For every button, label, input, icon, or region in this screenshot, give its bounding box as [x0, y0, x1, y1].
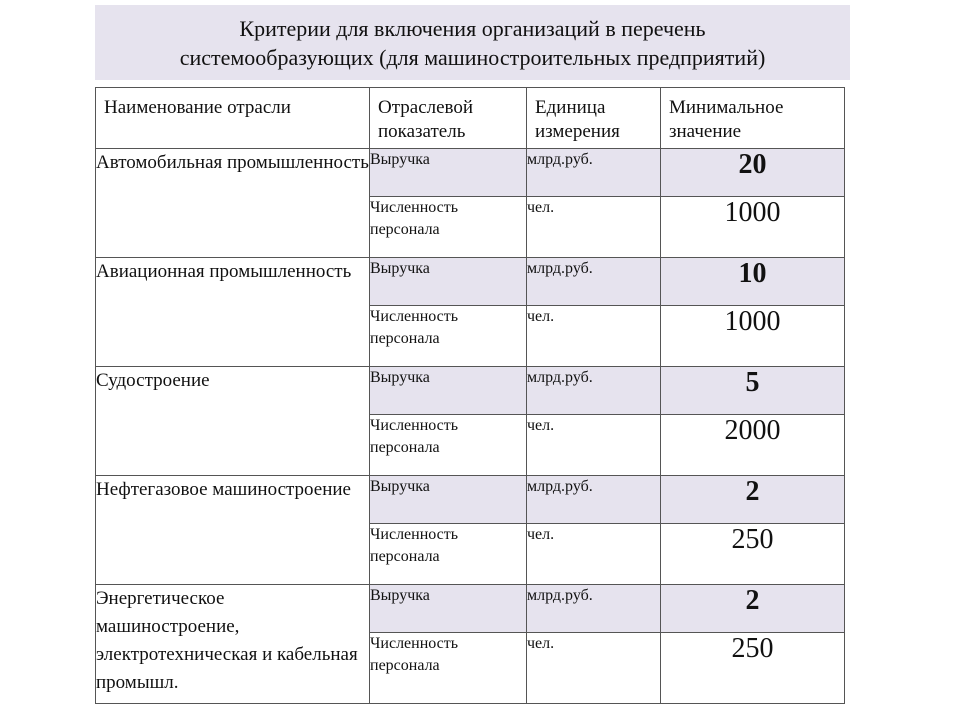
min-value-cell: 2 — [661, 585, 845, 633]
indicator-cell: Численность персонала — [370, 197, 527, 258]
min-value-cell: 2 — [661, 476, 845, 524]
min-value-cell: 10 — [661, 258, 845, 306]
table-row — [96, 149, 845, 197]
unit-cell: млрд.руб. — [527, 585, 661, 633]
unit-cell: чел. — [527, 306, 661, 367]
industry-name: Авиационная промышленность — [96, 258, 370, 367]
table-row — [96, 585, 845, 633]
indicator-cell: Численность персонала — [370, 306, 527, 367]
table-row — [96, 367, 845, 415]
header-indicator: Отраслевой показатель — [370, 88, 527, 149]
header-row — [96, 88, 845, 149]
min-value-cell: 1000 — [661, 197, 845, 258]
indicator-cell: Выручка — [370, 367, 527, 415]
min-value-cell: 250 — [661, 633, 845, 704]
unit-cell: чел. — [527, 415, 661, 476]
min-value-cell: 250 — [661, 524, 845, 585]
min-value-cell: 2000 — [661, 415, 845, 476]
unit-cell: млрд.руб. — [527, 367, 661, 415]
min-value-cell: 20 — [661, 149, 845, 197]
table-row — [96, 476, 845, 524]
min-value-cell: 1000 — [661, 306, 845, 367]
indicator-cell: Численность персонала — [370, 415, 527, 476]
unit-cell: чел. — [527, 197, 661, 258]
unit-cell: млрд.руб. — [527, 258, 661, 306]
slide-title — [95, 5, 850, 80]
indicator-cell: Выручка — [370, 149, 527, 197]
table-row — [96, 258, 845, 306]
min-value-cell: 5 — [661, 367, 845, 415]
criteria-table — [95, 87, 845, 704]
unit-cell: млрд.руб. — [527, 149, 661, 197]
slide-title-line-2: системообразующих (для машиностроительных предприятий) — [179, 44, 766, 70]
header-min-value: Минимальное значение — [661, 88, 845, 149]
unit-cell: чел. — [527, 633, 661, 704]
industry-name: Автомобильная промышленность — [96, 149, 370, 258]
slide-title-line-1: Критерии для включения организаций в перечень — [239, 15, 706, 41]
indicator-cell: Выручка — [370, 258, 527, 306]
industry-name: Судостроение — [96, 367, 370, 476]
industry-name: Энергетическое машиностроение, электротехническая и кабельная промышл. — [96, 585, 370, 704]
indicator-cell: Численность персонала — [370, 524, 527, 585]
header-industry: Наименование отрасли — [96, 88, 370, 149]
unit-cell: чел. — [527, 524, 661, 585]
header-unit: Единица измерения — [527, 88, 661, 149]
indicator-cell: Выручка — [370, 476, 527, 524]
indicator-cell: Численность персонала — [370, 633, 527, 704]
indicator-cell: Выручка — [370, 585, 527, 633]
unit-cell: млрд.руб. — [527, 476, 661, 524]
industry-name: Нефтегазовое машиностроение — [96, 476, 370, 585]
